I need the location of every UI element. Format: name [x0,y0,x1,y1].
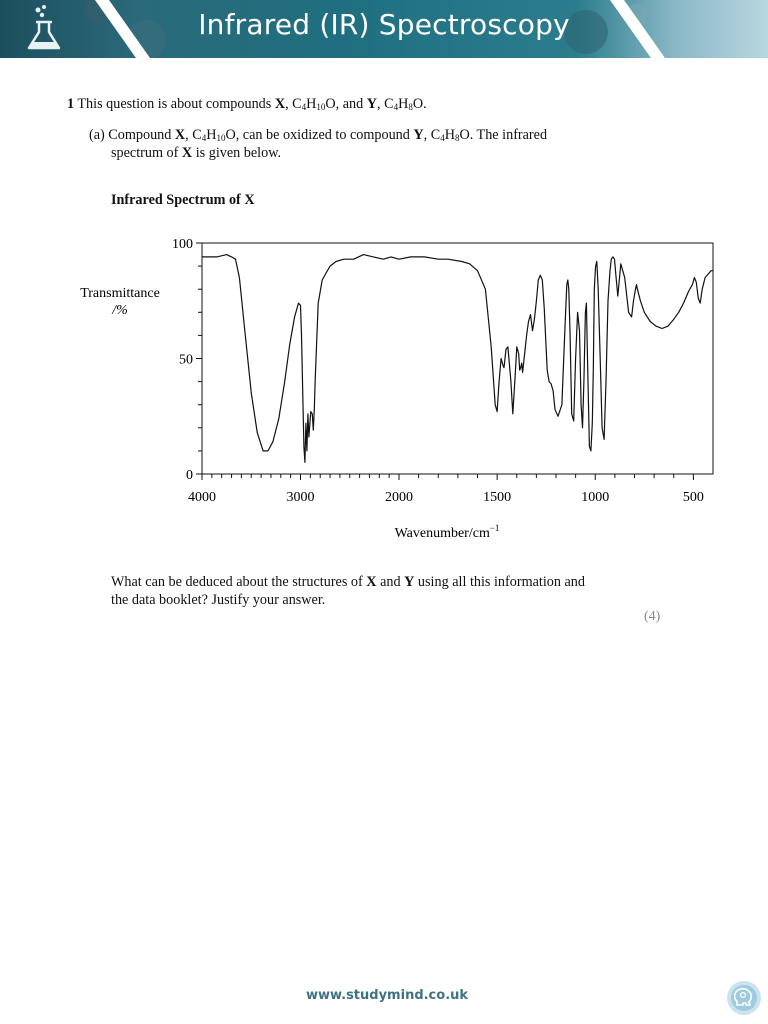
y-tick-label: 100 [172,237,193,252]
compound-x-label: X [174,127,186,143]
intro-text: H [398,96,409,112]
x-tick-label: 4000 [188,490,216,505]
x-tick-label: 1500 [483,490,512,505]
prompt-text: What can be deduced about the structures of [111,574,367,590]
part-a-text: H [206,127,217,143]
part-a-text: O. The infrared [459,127,548,143]
x-tick-label: 3000 [286,490,315,505]
question-number: 1 [67,96,75,112]
question-prompt-line-2: the data booklet? Justify your answer. [111,592,326,608]
part-a-text: O, can be oxidized to compound [225,127,414,143]
spectrum-series-line [202,255,713,463]
x-tick-label: 500 [682,490,704,505]
subscript: 4 [201,133,207,143]
part-a-label: (a) [89,127,105,143]
page-title: Infrared (IR) Spectroscopy [198,8,570,41]
intro-text: H [306,96,317,112]
compound-x-label: X [366,574,377,590]
footer-website-link[interactable]: www.studymind.co.uk [305,988,469,1003]
question-prompt-line-1 [111,573,585,591]
x-axis-label-text: Wavenumber/cm [394,526,490,541]
part-a-text: H [444,127,455,143]
prompt-text: using all this information and [414,574,585,590]
plot-frame [202,243,713,474]
part-a-text: , C [423,127,441,143]
compound-x-label: X [181,145,193,161]
subscript: 8 [408,102,413,112]
x-tick-label: 1000 [581,490,610,505]
subscript: 8 [454,133,460,143]
x-tick-label: 2000 [385,490,413,505]
part-a-text: is given below. [192,145,282,161]
intro-text: , C [377,96,394,112]
compound-y-label: Y [413,127,424,143]
y-axis-label [80,286,160,318]
x-axis-label-superscript: −1 [489,523,500,533]
intro-text: O, and [325,96,367,112]
subscript: 10 [316,102,326,112]
marks-indicator: (4) [644,609,661,624]
x-axis-label [395,523,500,541]
subscript: 4 [440,133,445,143]
compound-y-label: Y [404,574,415,590]
studymind-logo-icon [726,980,762,1016]
y-axis-label-line-1: Transmittance [80,286,160,301]
part-a-text: , C [185,127,202,143]
part-a-text: Compound [104,127,175,143]
subscript: 10 [216,133,226,143]
intro-text: This question is about compounds [77,96,275,112]
compound-x-label: X [274,96,286,112]
intro-text: O. [412,96,427,112]
y-tick-label: 50 [179,352,193,368]
prompt-text: and [376,574,405,590]
part-a-text: spectrum of [111,145,182,161]
compound-y-label: Y [366,96,378,112]
y-axis-label-line-2: /% [112,303,128,318]
y-tick-label: 0 [186,468,193,483]
subscript: 4 [301,102,307,112]
spectrum-heading: Infrared Spectrum of X [111,192,255,208]
subscript: 4 [393,102,399,112]
intro-text: , C [285,96,302,112]
